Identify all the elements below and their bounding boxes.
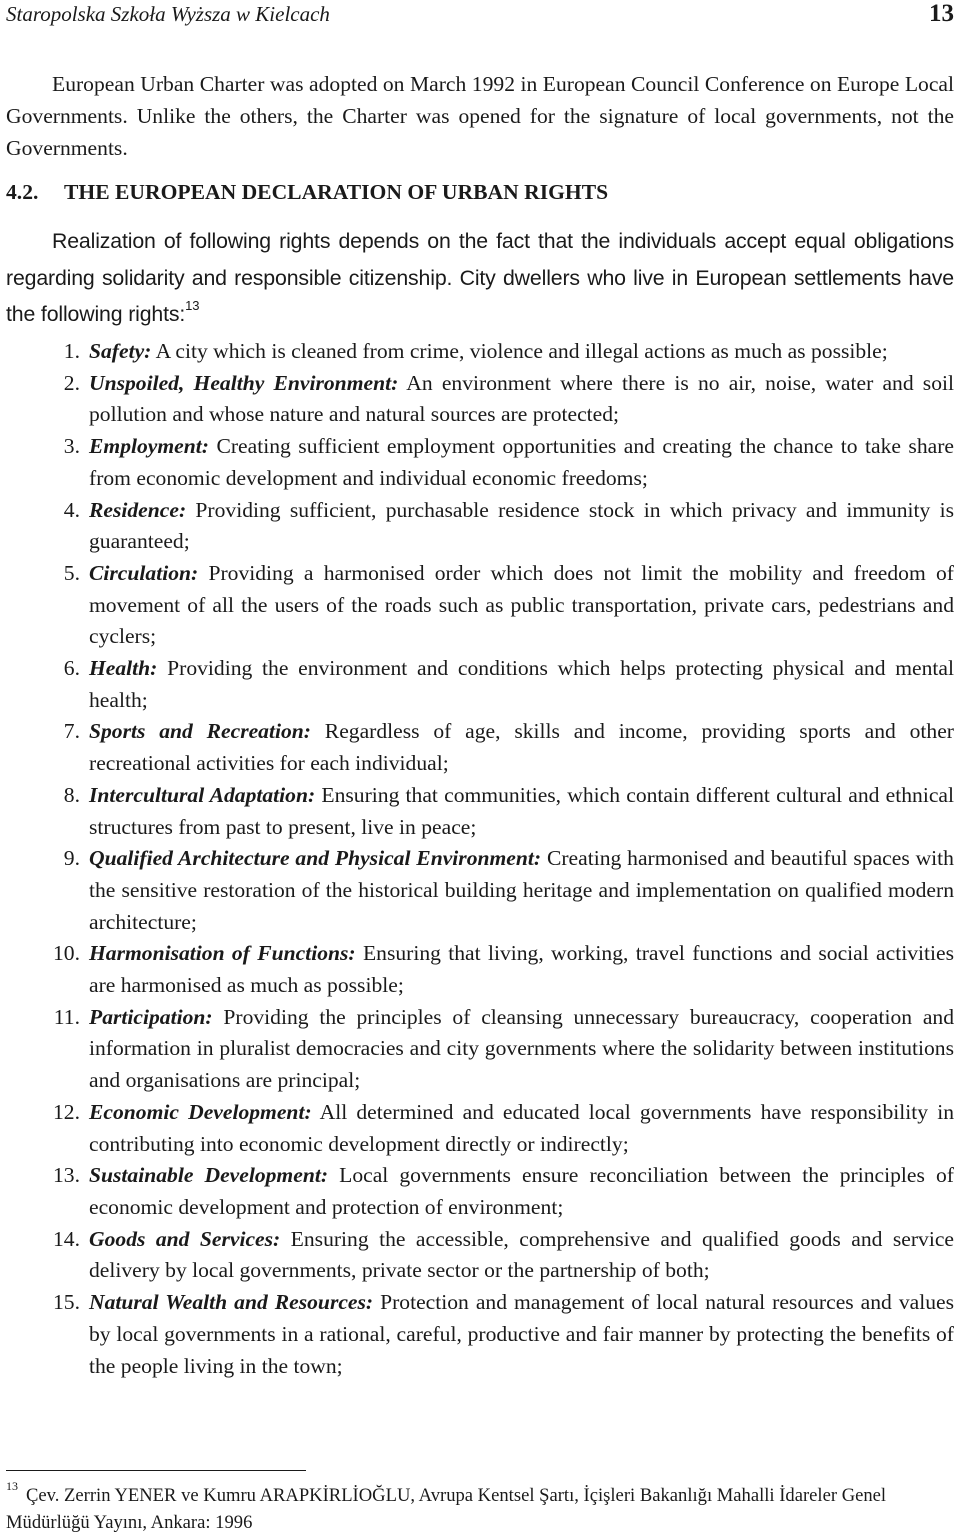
- right-title: Employment:: [89, 434, 209, 459]
- right-text: All determined and educated local governments have responsibility in contributing into economic development directly or indirectly;: [89, 1099, 954, 1156]
- right-title: Sustainable Development:: [89, 1163, 329, 1188]
- section-number: 4.2.: [6, 180, 39, 204]
- right-number: 4.: [63, 497, 80, 522]
- right-title: Goods and Services:: [89, 1226, 281, 1251]
- right-title: Economic Development:: [89, 1099, 312, 1124]
- right-item-health: [0, 653, 954, 716]
- right-number: 13.: [53, 1163, 80, 1188]
- right-text: A city which is cleaned from crime, violence and illegal actions as much as possible;: [155, 339, 888, 363]
- right-text: Protection and management of local natural resources and values by local governments in a rational, careful, productive and fair manner by protecting the benefits of the people living in the town;: [89, 1290, 954, 1378]
- right-number: 12.: [53, 1099, 80, 1124]
- header-school-name: Staropolska Szkoła Wyższa w Kielcach: [6, 2, 330, 26]
- right-title: Circulation:: [89, 560, 199, 585]
- right-item-environment: [0, 368, 954, 431]
- right-item-sports: [0, 716, 954, 779]
- right-text: Ensuring that communities, which contain different cultural and ethnical structures from past to present, live in peace;: [89, 782, 954, 839]
- rights-list: [0, 336, 954, 1382]
- right-text: Creating sufficient employment opportunities and creating the chance to take share from economic development and individual economic freedoms;: [89, 434, 954, 490]
- footnote: [6, 1478, 954, 1536]
- right-number: 7.: [63, 719, 80, 744]
- right-item-economic-development: [0, 1097, 954, 1160]
- realization-text: Realization of following rights depends on the fact that the individuals accept equal obligations regarding solidarity and responsible citizenship. City dwellers who live in European settlements have the following rights:: [6, 229, 954, 326]
- right-number: 10.: [53, 941, 80, 966]
- right-text: Providing the environment and conditions which helps protecting physical and mental health;: [89, 656, 954, 712]
- right-text: Providing the principles of cleansing unnecessary bureaucracy, cooperation and information in pluralist democracies and city governments where the solidarity between institutions and organisations are principal;: [89, 1004, 954, 1093]
- right-item-natural-wealth: [0, 1287, 954, 1382]
- right-text: Ensuring that living, working, travel functions and social activities are harmonised as much as possible;: [89, 941, 955, 998]
- right-number: 3.: [63, 434, 80, 459]
- page-number: 13: [929, 0, 954, 27]
- right-title: Intercultural Adaptation:: [89, 782, 316, 807]
- right-text: Providing a harmonised order which does not limit the mobility and freedom of movement of all the users of the roads such as public transportation, private cars, pedestrians and cyclers;: [89, 560, 954, 649]
- footnote-marker: 13: [6, 1478, 18, 1493]
- right-item-employment: [0, 431, 954, 494]
- right-title: Residence:: [89, 497, 187, 522]
- right-number: 15.: [53, 1290, 80, 1315]
- right-number: 5.: [63, 560, 80, 585]
- section-heading: [6, 180, 608, 205]
- realization-paragraph: [6, 223, 954, 333]
- footnote-divider: [6, 1470, 306, 1471]
- right-title: Participation:: [89, 1004, 213, 1029]
- intro-paragraph: European Urban Charter was adopted on March 1992 in European Council Conference on Europe Local Governments. Unlike the others, the Charter was opened for the signature of local governments, not the Governments.: [6, 72, 954, 160]
- right-title: Health:: [89, 656, 158, 681]
- section-title: THE EUROPEAN DECLARATION OF URBAN RIGHTS: [64, 180, 609, 204]
- right-item-circulation: [0, 558, 954, 653]
- right-text: Providing sufficient, purchasable residence stock in which privacy and immunity is guaranteed;: [89, 497, 954, 554]
- right-title: Sports and Recreation:: [89, 719, 311, 744]
- right-text: Regardless of age, skills and income, providing sports and other recreational activities for each individual;: [89, 719, 954, 776]
- footnote-reference: 13: [185, 297, 200, 313]
- right-number: 9.: [63, 846, 80, 871]
- right-number: 2.: [63, 370, 80, 395]
- right-number: 8.: [63, 782, 80, 807]
- right-title: Harmonisation of Functions:: [89, 941, 356, 966]
- right-item-architecture: [0, 843, 954, 938]
- right-item-intercultural: [0, 780, 954, 843]
- right-title: Safety:: [89, 339, 152, 363]
- right-number: 6.: [63, 656, 80, 681]
- right-item-participation: [0, 1002, 954, 1097]
- footnote-text: Çev. Zerrin YENER ve Kumru ARAPKİRLİOĞLU, Avrupa Kentsel Şartı, İçişleri Bakanlığı Mahalli İdareler Genel Müdürlüğü Yayını, Ankara: 1996: [6, 1485, 887, 1533]
- page-header: [6, 0, 954, 30]
- right-number: 1.: [63, 339, 80, 363]
- right-text: Ensuring the accessible, comprehensive and qualified goods and service delivery by local governments, private sector or the partnership of both;: [89, 1226, 955, 1283]
- right-text: Creating harmonised and beautiful spaces with the sensitive restoration of the historical building heritage and implementation on qualified modern architecture;: [89, 846, 954, 934]
- right-item-sustainable-development: [0, 1160, 954, 1223]
- right-title: Unspoiled, Healthy Environment:: [89, 370, 399, 395]
- right-title: Natural Wealth and Resources:: [89, 1290, 374, 1315]
- right-item-goods-services: [0, 1224, 954, 1287]
- right-item-harmonisation: [0, 938, 954, 1001]
- right-title: Qualified Architecture and Physical Environment:: [89, 846, 542, 871]
- right-item-safety: [0, 336, 954, 368]
- right-item-residence: [0, 495, 954, 558]
- right-text: An environment where there is no air, noise, water and soil pollution and whose nature and natural sources are protected;: [89, 370, 954, 427]
- right-text: Local governments ensure reconciliation between the principles of economic development and protection of environment;: [89, 1163, 954, 1219]
- right-number: 11.: [53, 1004, 80, 1029]
- right-number: 14.: [53, 1226, 80, 1251]
